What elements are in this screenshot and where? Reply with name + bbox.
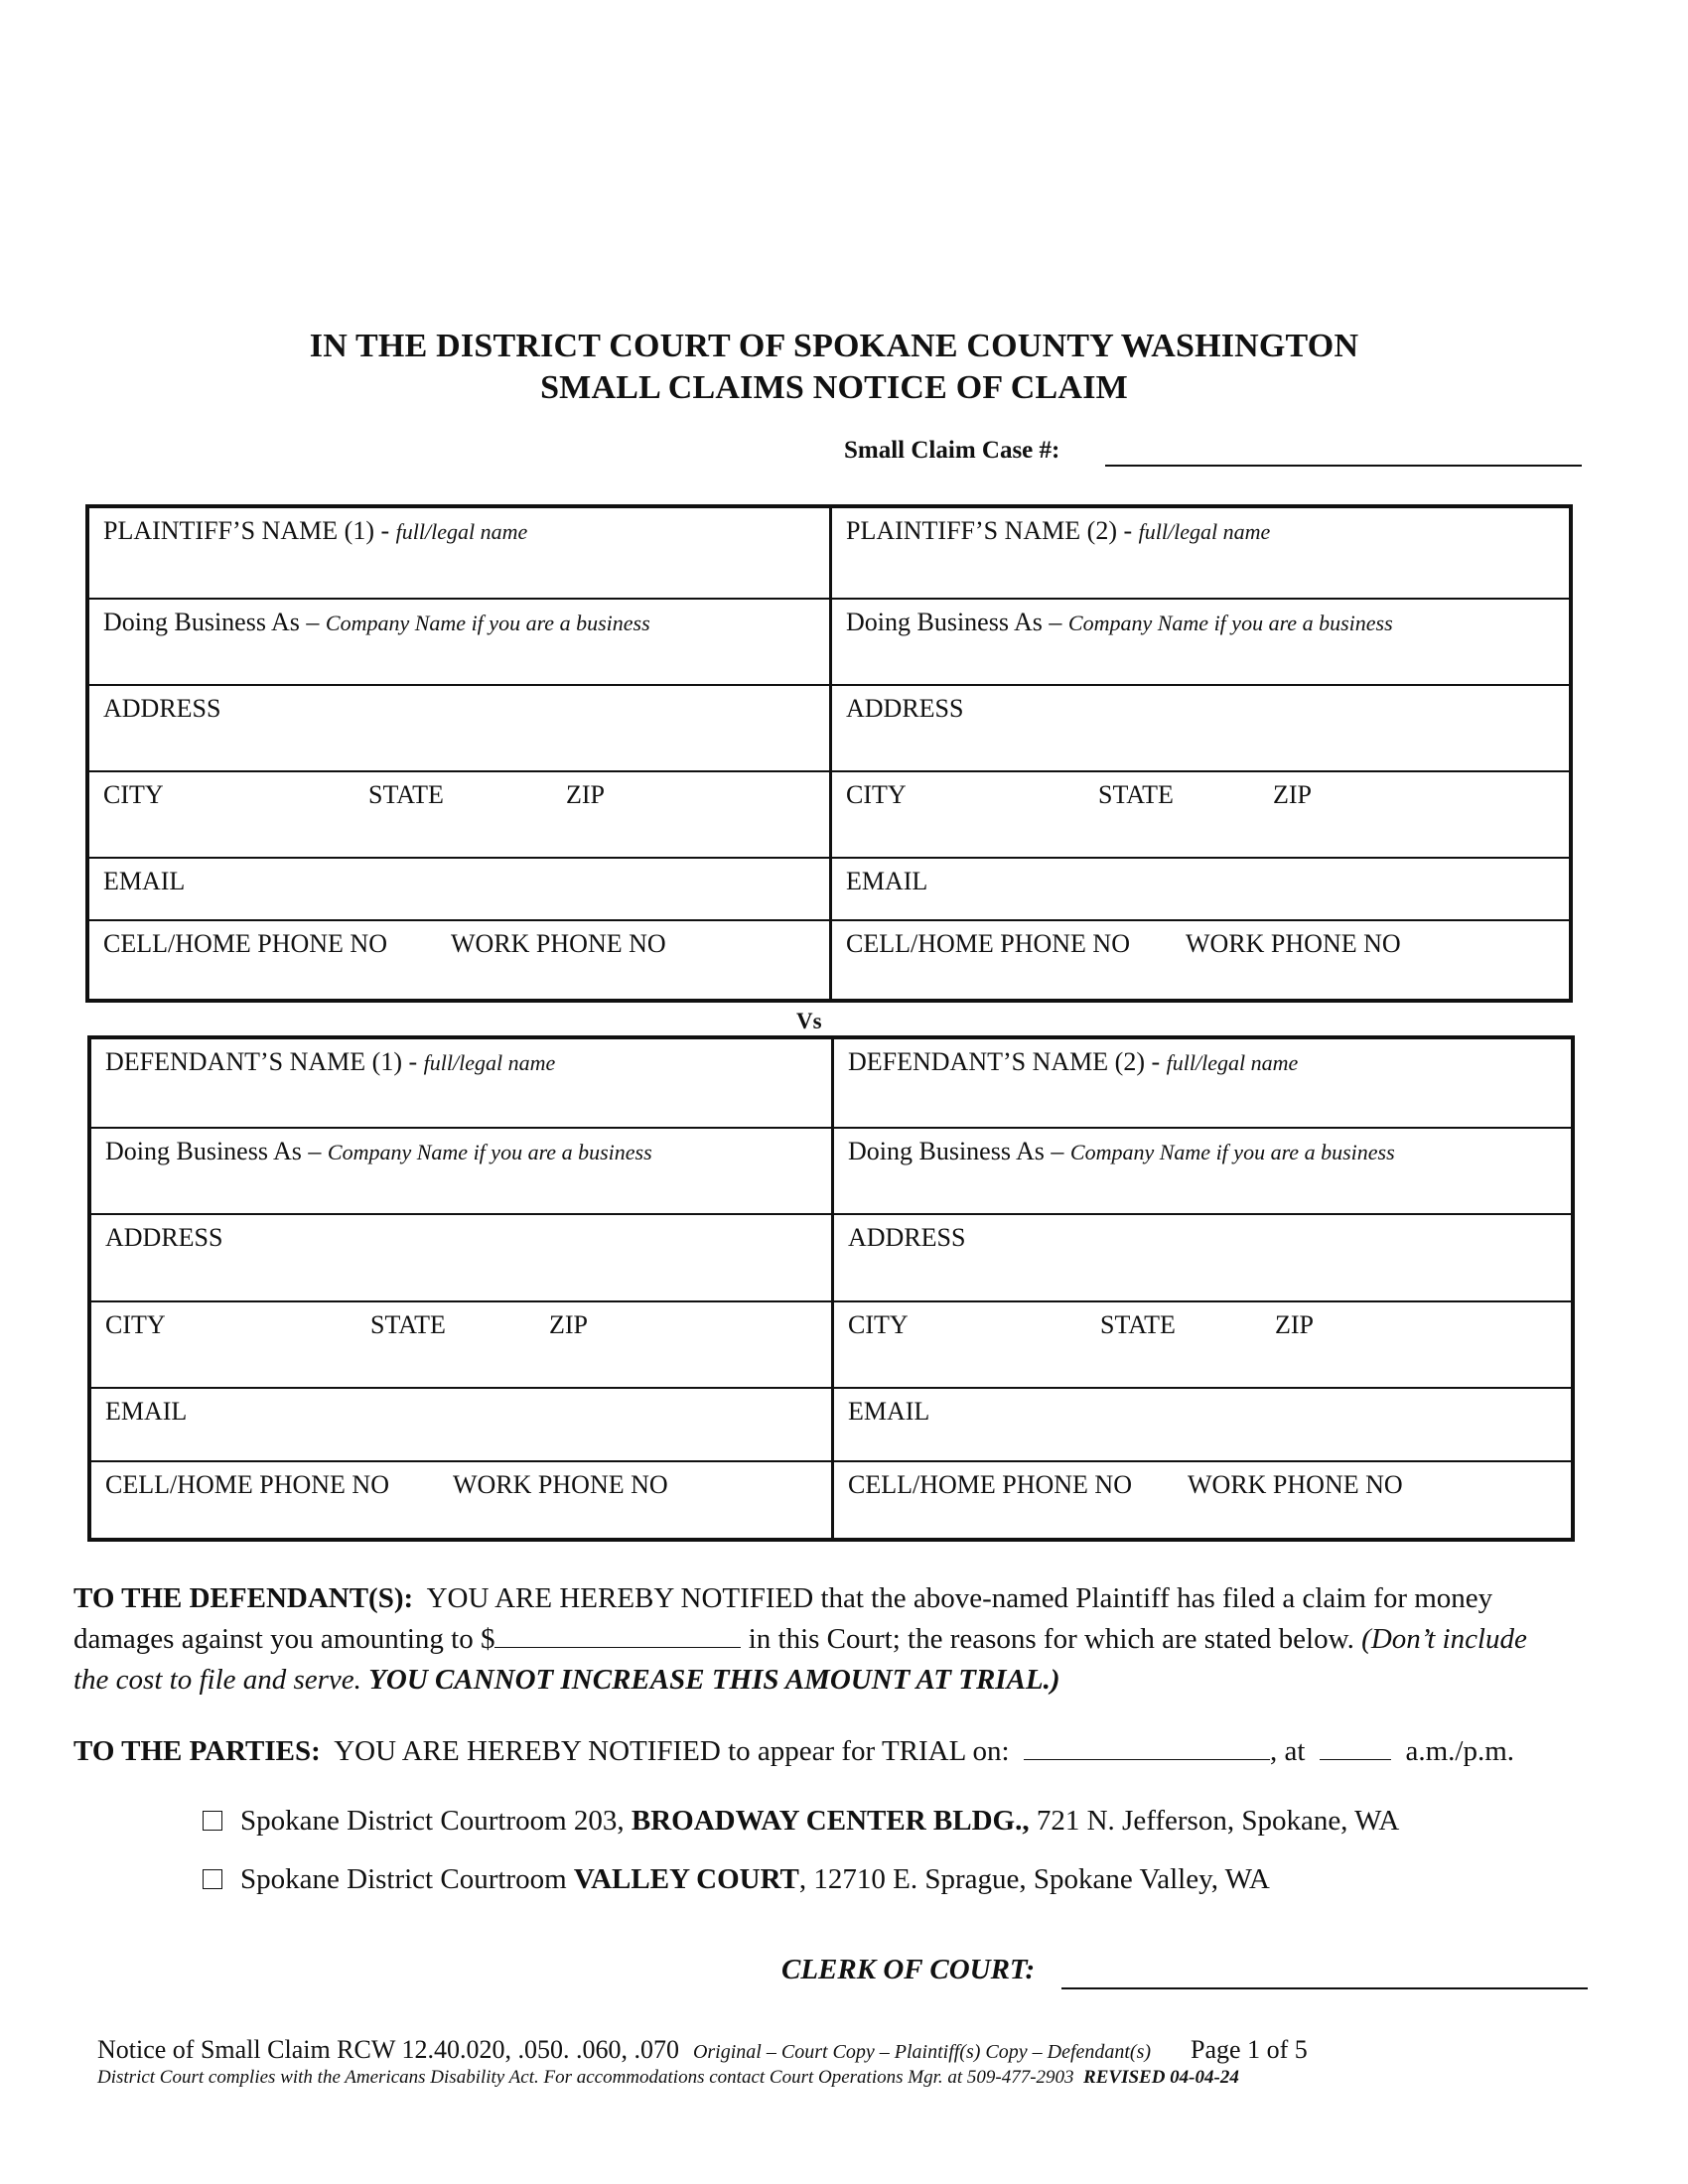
claim-amount-field[interactable] (494, 1623, 741, 1648)
loc1-text-c: 721 N. Jefferson, Spokane, WA (1029, 1805, 1400, 1837)
plaintiff-2-name-field[interactable] (832, 508, 1569, 600)
loc1-text-b: BROADWAY CENTER BLDG., (631, 1805, 1030, 1837)
trial-text: YOU ARE HEREBY NOTIFIED to appear for TRIAL on: (334, 1735, 1010, 1767)
plaintiff-1-column (89, 508, 829, 999)
footer-rcw: Notice of Small Claim RCW 12.40.020, .050. .060, .070 (97, 2035, 679, 2064)
plaintiff-table (85, 504, 1573, 1003)
to-parties-label: TO THE PARTIES: (73, 1735, 321, 1767)
plaintiff-2-address-field[interactable] (832, 686, 1569, 772)
work-phone-label: WORK PHONE NO (451, 929, 666, 958)
footer-ada-text: District Court complies with the Americans Disability Act. For accommodations contact Court Operations Mgr. at 509-477-2903 (97, 2067, 1074, 2088)
to-defendants-label: TO THE DEFENDANT(S): (73, 1582, 414, 1614)
plaintiff-2-column (832, 508, 1569, 999)
notice-line-3a: the cost to file and serve. (73, 1664, 361, 1696)
trial-time-field[interactable] (1320, 1735, 1391, 1760)
dba-hint: Company Name if you are a business (325, 611, 650, 635)
city-label: CITY (846, 780, 907, 809)
cell-phone-label: CELL/HOME PHONE NO (105, 1470, 389, 1499)
plaintiff-2-dba-field[interactable] (832, 600, 1569, 686)
clerk-of-court-label: CLERK OF COURT: (781, 1954, 1036, 1985)
footer-revised: REVISED 04-04-24 (1083, 2067, 1239, 2088)
dba-label: Doing Business As – (105, 1137, 328, 1165)
versus-label: Vs (796, 1009, 822, 1033)
notice-line-2a: damages against you amounting to $ (73, 1623, 495, 1655)
defendant-table (87, 1035, 1575, 1542)
loc2-text-c: , 12710 E. Sprague, Spokane Valley, WA (798, 1863, 1270, 1895)
defendant-1-dba-field[interactable] (91, 1129, 831, 1215)
defendant-1-city-state-zip-field[interactable] (91, 1302, 831, 1389)
name-label: PLAINTIFF’S NAME (2) - (846, 516, 1139, 545)
at-label: , at (1270, 1735, 1306, 1767)
defendant-2-email-field[interactable] (834, 1389, 1571, 1462)
email-label: EMAIL (103, 867, 186, 895)
dba-label: Doing Business As – (848, 1137, 1070, 1165)
cell-phone-label: CELL/HOME PHONE NO (846, 929, 1130, 958)
email-label: EMAIL (848, 1397, 930, 1426)
defendant-2-phone-field[interactable] (834, 1462, 1571, 1542)
notice-line-3b: YOU CANNOT INCREASE THIS AMOUNT AT TRIAL.) (368, 1664, 1060, 1696)
defendant-2-city-state-zip-field[interactable] (834, 1302, 1571, 1389)
defendant-notice (73, 1578, 1603, 1701)
state-label: STATE (1100, 1310, 1176, 1339)
dba-label: Doing Business As – (846, 608, 1068, 636)
loc2-text-b: VALLEY COURT (573, 1863, 799, 1895)
location-option-broadway[interactable] (203, 1805, 1399, 1838)
cell-phone-label: CELL/HOME PHONE NO (848, 1470, 1132, 1499)
dba-label: Doing Business As – (103, 608, 326, 636)
address-label: ADDRESS (103, 694, 221, 723)
defendant-1-email-field[interactable] (91, 1389, 831, 1462)
trial-date-field[interactable] (1024, 1735, 1270, 1760)
zip-label: ZIP (1275, 1310, 1314, 1339)
work-phone-label: WORK PHONE NO (453, 1470, 668, 1499)
name-label: DEFENDANT’S NAME (1) - (105, 1047, 424, 1076)
plaintiff-1-email-field[interactable] (89, 859, 829, 921)
plaintiff-1-dba-field[interactable] (89, 600, 829, 686)
dba-hint: Company Name if you are a business (327, 1140, 652, 1164)
case-number-field[interactable] (1105, 465, 1582, 467)
footer-notice (97, 2035, 1308, 2065)
name-label: PLAINTIFF’S NAME (1) - (103, 516, 396, 545)
defendant-2-name-field[interactable] (834, 1039, 1571, 1129)
footer-ada (97, 2067, 1239, 2089)
defendant-2-dba-field[interactable] (834, 1129, 1571, 1215)
state-label: STATE (368, 780, 444, 809)
plaintiff-1-city-state-zip-field[interactable] (89, 772, 829, 859)
checkbox-broadway[interactable] (203, 1811, 222, 1831)
city-label: CITY (848, 1310, 909, 1339)
loc2-text-a: Spokane District Courtroom (240, 1863, 574, 1895)
case-number-label: Small Claim Case #: (844, 437, 1060, 464)
work-phone-label: WORK PHONE NO (1186, 929, 1401, 958)
ampm-label: a.m./p.m. (1405, 1735, 1515, 1767)
plaintiff-2-email-field[interactable] (832, 859, 1569, 921)
plaintiff-2-phone-field[interactable] (832, 921, 1569, 1003)
defendant-2-column (834, 1039, 1571, 1538)
footer-page-number: Page 1 of 5 (1191, 2035, 1308, 2064)
loc1-text-a: Spokane District Courtroom 203, (240, 1805, 632, 1837)
trial-notice (73, 1731, 1603, 1772)
plaintiff-1-phone-field[interactable] (89, 921, 829, 1003)
email-label: EMAIL (846, 867, 928, 895)
plaintiff-2-city-state-zip-field[interactable] (832, 772, 1569, 859)
state-label: STATE (370, 1310, 446, 1339)
notice-line-2b: in this Court; the reasons for which are stated below. (748, 1623, 1354, 1655)
address-label: ADDRESS (846, 694, 964, 723)
defendant-1-phone-field[interactable] (91, 1462, 831, 1542)
dba-hint: Company Name if you are a business (1069, 1140, 1395, 1164)
checkbox-valley[interactable] (203, 1869, 222, 1889)
defendant-1-column (91, 1039, 831, 1538)
address-label: ADDRESS (105, 1223, 223, 1252)
form-title: SMALL CLAIMS NOTICE OF CLAIM (540, 369, 1128, 406)
name-hint: full/legal name (395, 519, 528, 544)
name-hint: full/legal name (1166, 1050, 1299, 1075)
name-label: DEFENDANT’S NAME (2) - (848, 1047, 1167, 1076)
cell-phone-label: CELL/HOME PHONE NO (103, 929, 387, 958)
state-label: STATE (1098, 780, 1174, 809)
location-option-valley[interactable] (203, 1863, 1270, 1896)
defendant-1-address-field[interactable] (91, 1215, 831, 1302)
city-label: CITY (103, 780, 164, 809)
work-phone-label: WORK PHONE NO (1188, 1470, 1403, 1499)
zip-label: ZIP (549, 1310, 588, 1339)
defendant-2-address-field[interactable] (834, 1215, 1571, 1302)
dba-hint: Company Name if you are a business (1067, 611, 1393, 635)
city-label: CITY (105, 1310, 166, 1339)
court-title: IN THE DISTRICT COURT OF SPOKANE COUNTY WASHINGTON (309, 328, 1359, 364)
name-hint: full/legal name (1138, 519, 1271, 544)
clerk-signature-field[interactable] (1061, 1987, 1588, 1989)
zip-label: ZIP (566, 780, 605, 809)
notice-line-1: YOU ARE HEREBY NOTIFIED that the above-named Plaintiff has filed a claim for money (426, 1582, 1493, 1614)
notice-line-2c: (Don’t include (1361, 1623, 1527, 1655)
zip-label: ZIP (1273, 780, 1312, 809)
email-label: EMAIL (105, 1397, 188, 1426)
defendant-1-name-field[interactable] (91, 1039, 831, 1129)
footer-copies: Original – Court Copy – Plaintiff(s) Copy – Defendant(s) (692, 2041, 1152, 2063)
plaintiff-1-name-field[interactable] (89, 508, 829, 600)
plaintiff-1-address-field[interactable] (89, 686, 829, 772)
name-hint: full/legal name (423, 1050, 556, 1075)
address-label: ADDRESS (848, 1223, 966, 1252)
